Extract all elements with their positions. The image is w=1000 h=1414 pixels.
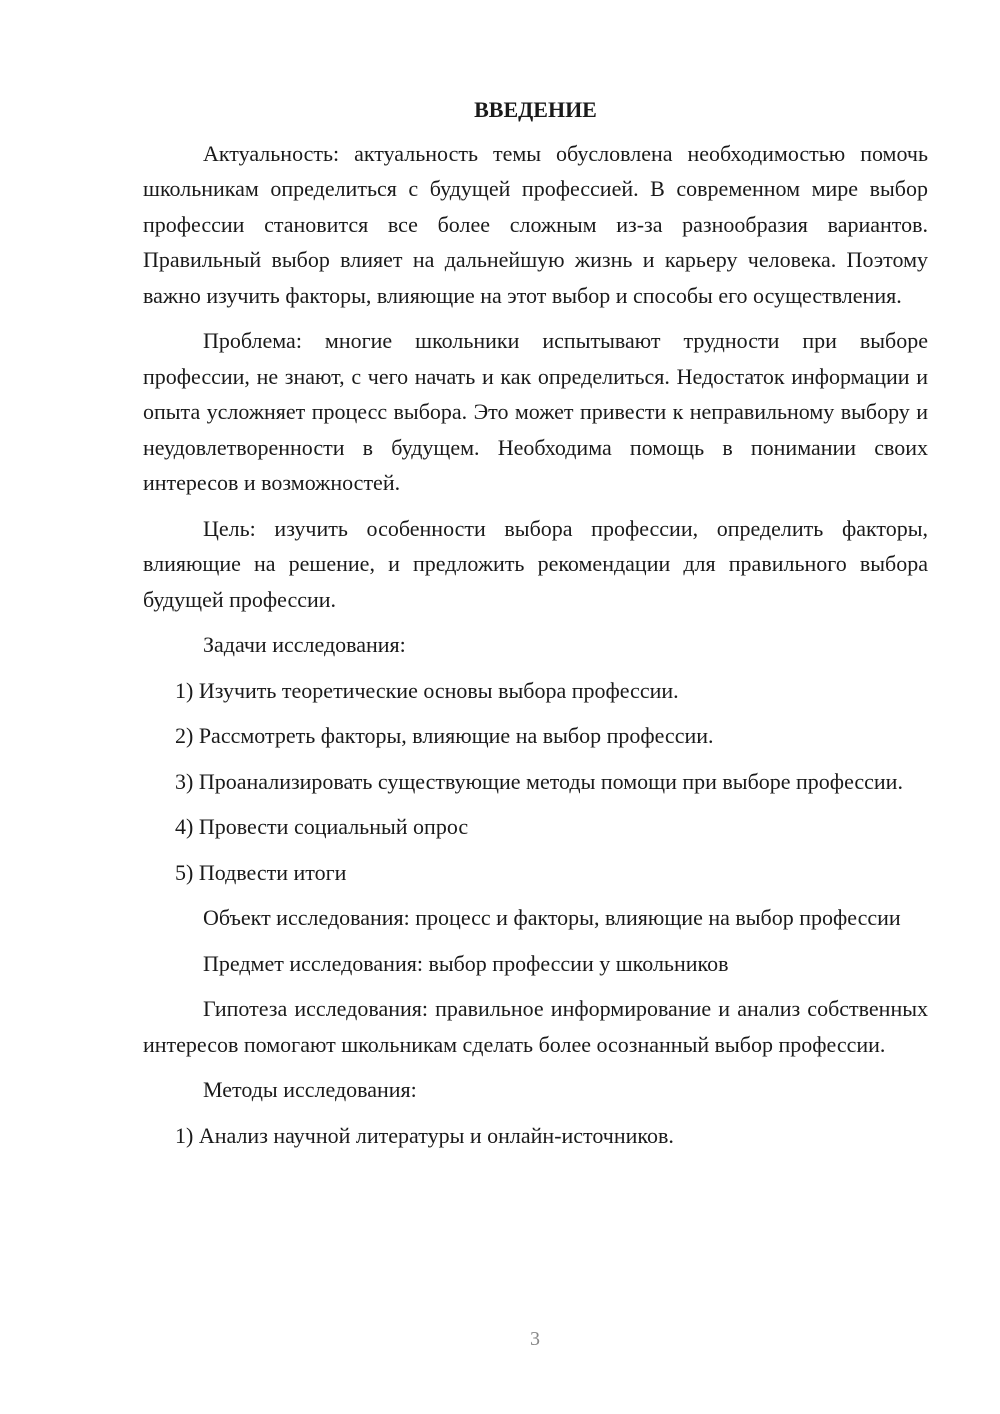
task-item-2: 2) Рассмотреть факторы, влияющие на выбор профессии. bbox=[175, 723, 714, 748]
paragraph-goal: Цель: изучить особенности выбора профессии, определить факторы, влияющие на решение, и предложить рекомендации для правильного выбора будущей профессии. bbox=[143, 515, 928, 612]
section-title: ВВЕДЕНИЕ bbox=[474, 97, 597, 122]
paragraph-relevance: Актуальность: актуальность темы обусловлена необходимостью помочь школьникам определиться с будущей профессией. В современном мире выбор профессии становится все более сложным из-за разнообразия вариантов. Правильный выбор влияет на дальнейшую жизнь и карьеру человека. Поэтому важно изучить факторы, влияющие на этот выбор и способы его осуществления. bbox=[143, 140, 928, 308]
task-item-4: 4) Провести социальный опрос bbox=[175, 814, 469, 839]
paragraph-object: Объект исследования: процесс и факторы, влияющие на выбор профессии bbox=[203, 905, 901, 930]
method-item-1: 1) Анализ научной литературы и онлайн-источников. bbox=[175, 1122, 674, 1148]
paragraph-problem: Проблема: многие школьники испытывают трудности при выборе профессии, не знают, с чего начать и как определиться. Недостаток информации и опыта усложняет процесс выбора. Это может привести к неправильному выбору и неудовлетворенности в будущем. Необходима помощь в понимании своих интересов и возможностей. bbox=[143, 328, 928, 495]
paragraph-subject: Предмет исследования: выбор профессии у школьников bbox=[203, 950, 729, 976]
task-item-5: 5) Подвести итоги bbox=[175, 859, 347, 885]
tasks-heading: Задачи исследования: bbox=[203, 632, 406, 657]
task-item-1: 1) Изучить теоретические основы выбора профессии. bbox=[175, 677, 679, 703]
paragraph-hypothesis: Гипотеза исследования: правильное информирование и анализ собственных интересов помогают школьникам сделать более осознанный выбор профессии. bbox=[143, 996, 928, 1057]
document-body bbox=[143, 92, 928, 1163]
page-number: 3 bbox=[530, 1328, 540, 1350]
methods-heading: Методы исследования: bbox=[203, 1077, 417, 1102]
task-item-3: 3) Проанализировать существующие методы помощи при выборе профессии. bbox=[175, 768, 903, 794]
